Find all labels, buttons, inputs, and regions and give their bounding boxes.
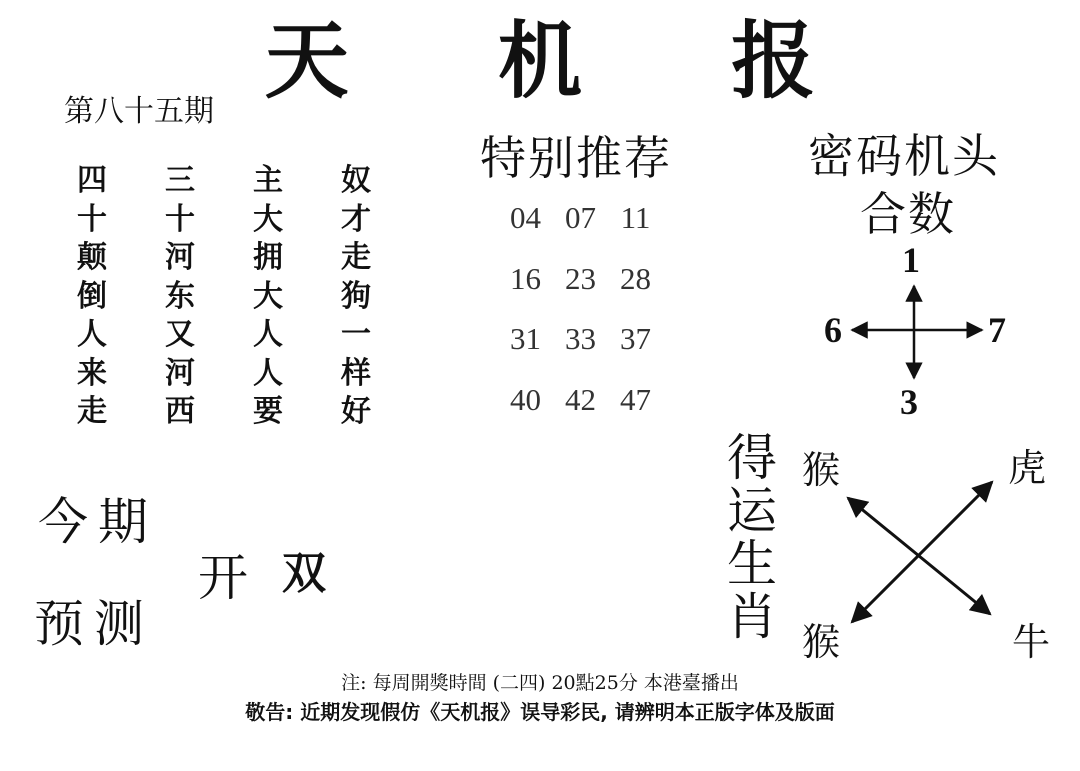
poem-character: 西 — [165, 394, 195, 429]
recommend-number: 23 — [565, 260, 596, 296]
recommend-number: 40 — [510, 381, 541, 417]
recommend-number: 07 — [565, 200, 596, 235]
poem-character: 人 — [253, 355, 283, 391]
recommend-number: 42 — [565, 381, 596, 417]
poem-character: 四 — [77, 163, 107, 198]
recommend-number: 11 — [620, 200, 651, 235]
zodiac-title: 得运生肖 — [727, 429, 777, 646]
password-subtitle: 合数 — [860, 187, 956, 241]
recommend-number: 47 — [620, 381, 651, 417]
poem-character: 一 — [341, 317, 371, 352]
poem-character: 拥 — [253, 240, 283, 275]
password-right-number: 7 — [988, 310, 1006, 350]
recommend-number: 28 — [620, 260, 651, 296]
poem-character: 河 — [165, 240, 195, 275]
poem-character: 好 — [341, 394, 371, 429]
poem-character: 要 — [253, 394, 283, 429]
poem-character: 三 — [165, 163, 195, 198]
recommend-number: 33 — [565, 321, 596, 356]
poem-character: 十 — [165, 201, 195, 237]
recommend-number: 04 — [510, 200, 541, 235]
password-left-number: 6 — [824, 310, 842, 350]
zodiac-bottom-left: 猴 — [802, 620, 841, 664]
poem-character: 人 — [77, 317, 107, 352]
poem-character: 样 — [341, 355, 371, 391]
poem-character: 颠 — [77, 240, 107, 275]
newspaper-title: 天 机 报 — [264, 12, 876, 110]
poem-character: 倒 — [77, 278, 107, 314]
poem-character: 才 — [341, 201, 371, 237]
broadcast-note: 注: 每周開獎時間 (二四) 20點25分 本港臺播出 — [341, 672, 739, 694]
recommend-number: 16 — [510, 260, 541, 296]
poem-character: 主 — [253, 163, 283, 198]
poem-character: 河 — [165, 355, 195, 391]
poem-character: 人 — [253, 317, 283, 352]
poem-character: 走 — [341, 240, 371, 275]
recommend-number: 31 — [510, 321, 541, 356]
password-top-number: 1 — [902, 240, 920, 280]
zodiac-bottom-right: 牛 — [1012, 620, 1051, 664]
recommend-title: 特别推荐 — [480, 131, 672, 185]
counterfeit-warning: 敬告: 近期发现假仿《天机报》误导彩民, 请辨明本正版字体及版面 — [245, 700, 835, 724]
cross-arrows-icon — [852, 286, 982, 378]
poem-character: 大 — [253, 278, 283, 314]
poem-character: 大 — [253, 201, 283, 237]
password-title: 密码机头 — [808, 129, 1000, 183]
poem-character: 走 — [77, 394, 107, 429]
poem-character: 东 — [165, 278, 195, 314]
poem-character: 来 — [77, 355, 107, 391]
issue-number: 第八十五期 — [64, 94, 214, 129]
zodiac-top-left: 猴 — [802, 448, 841, 492]
recommend-number: 37 — [620, 321, 651, 356]
poem-character: 狗 — [341, 278, 371, 314]
zodiac-top-right: 虎 — [1008, 446, 1047, 490]
poem-character: 又 — [165, 317, 195, 352]
password-bottom-number: 3 — [900, 382, 918, 422]
poem-character: 奴 — [341, 163, 371, 198]
prediction-line1: 今期 — [38, 493, 158, 551]
prediction-line2: 开 — [198, 549, 258, 607]
prediction-value: 双 — [282, 548, 326, 599]
poem-character: 十 — [77, 201, 107, 237]
prediction-line3: 预测 — [34, 595, 154, 653]
x-arrows-icon — [848, 482, 992, 622]
